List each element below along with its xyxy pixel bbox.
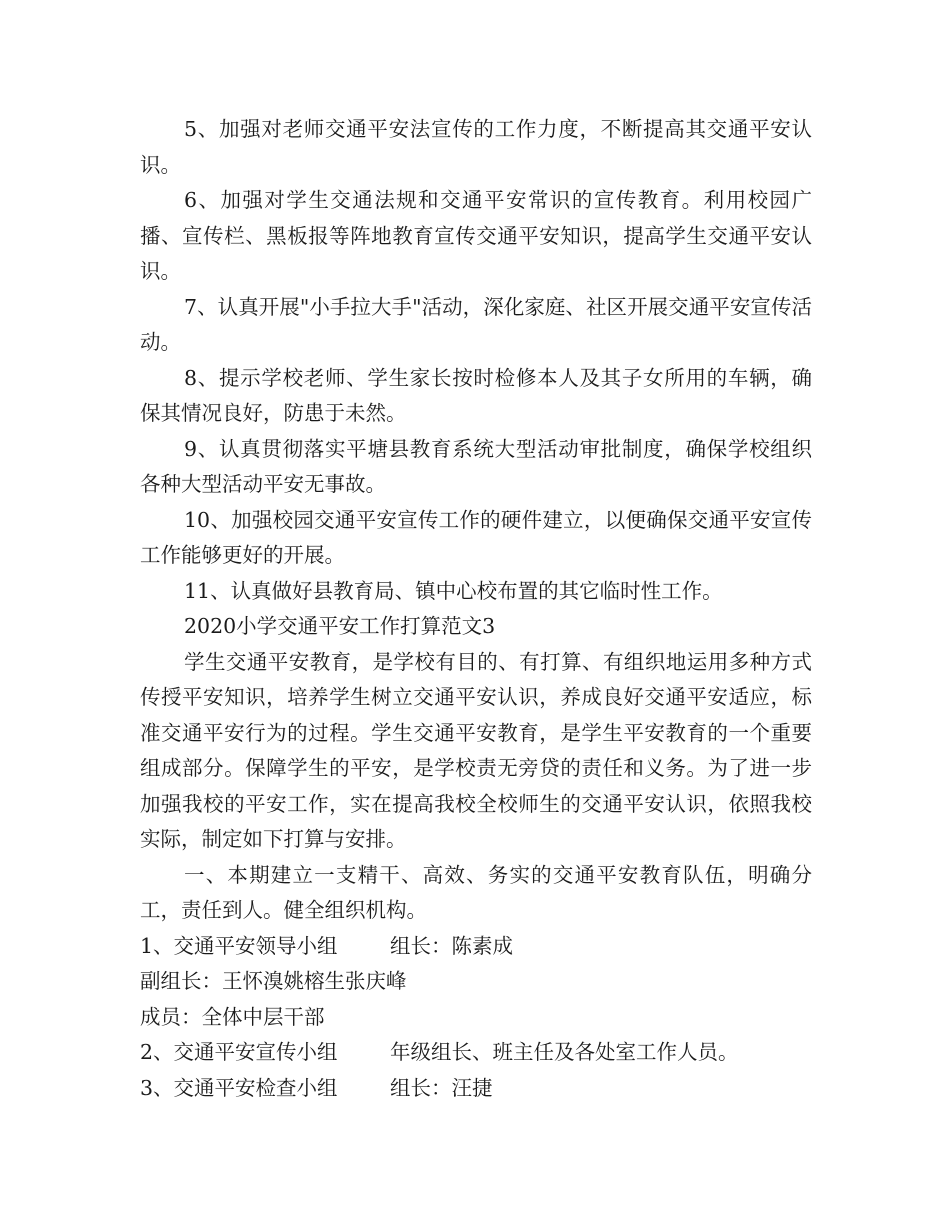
group2-label: 2、交通平安宣传小组 xyxy=(140,1040,338,1064)
group1-leader: 组长：陈素成 xyxy=(390,933,513,958)
paragraph-item-11: 11、认真做好县教育局、镇中心校布置的其它临时性工作。 xyxy=(184,578,723,603)
group3-label: 3、交通平安检查小组 xyxy=(140,1075,338,1100)
paragraph-item-6: 6、加强对学生交通法规和交通平安常识的宣传教育。利用校园广播、宣传栏、黑板报等阵地教育宣传交通平安知识，提高学生交通平安认识。 xyxy=(140,188,812,283)
group3-row xyxy=(140,1071,812,1107)
paragraph-item-10: 10、加强校园交通平安宣传工作的硬件建立，以便确保交通平安宣传工作能够更好的开展。 xyxy=(140,507,812,567)
group1-members: 成员：全体中层干部 xyxy=(140,1004,325,1029)
group1-deputy: 副组长：王怀溴姚榕生张庆峰 xyxy=(140,969,407,993)
paragraph-item-7: 7、认真开展"小手拉大手"活动，深化家庭、社区开展交通平安宣传活动。 xyxy=(140,294,812,354)
paragraph-item-5: 5、加强对老师交通平安法宣传的工作力度，不断提高其交通平安认识。 xyxy=(140,117,812,177)
paragraph-item-9: 9、认真贯彻落实平塘县教育系统大型活动审批制度，确保学校组织各种大型活动平安无事故。 xyxy=(140,436,812,496)
body-paragraph-organization: 一、本期建立一支精干、高效、务实的交通平安教育队伍，明确分工，责任到人。健全组织机构。 xyxy=(140,862,812,922)
group1-label: 1、交通平安领导小组 xyxy=(140,933,338,958)
paragraph-item-8: 8、提示学校老师、学生家长按时检修本人及其子女所用的车辆，确保其情况良好，防患于未然。 xyxy=(140,365,812,425)
group1-row xyxy=(140,929,812,965)
document-body xyxy=(140,112,812,1106)
section-title: 2020小学交通平安工作打算范文3 xyxy=(184,614,496,638)
group3-leader: 组长：汪捷 xyxy=(390,1075,493,1100)
group2-detail: 年级组长、班主任及各处室工作人员。 xyxy=(390,1040,739,1064)
group2-row xyxy=(140,1035,812,1071)
body-paragraph-intro: 学生交通平安教育，是学校有目的、有打算、有组织地运用多种方式传授平安知识，培养学生树立交通平安认识，养成良好交通平安适应，标准交通平安行为的过程。学生交通平安教育，是学生平安教育的一个重要组成部分。保障学生的平安，是学校责无旁贷的责任和义务。为了进一步加强我校的平安工作，实在提高我校全校师生的交通平安认识，依照我校实际，制定如下打算与安排。 xyxy=(140,649,812,851)
